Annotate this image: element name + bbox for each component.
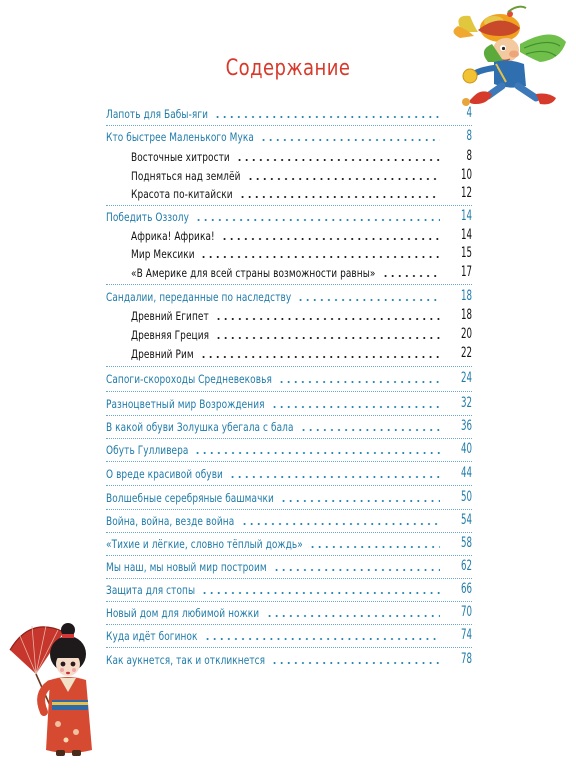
toc-entry-title: Новый дом для любимой ножки bbox=[106, 606, 260, 620]
toc-entry-title: Как аукнется, так и откликнется bbox=[106, 653, 266, 667]
toc-subentry[interactable] bbox=[131, 183, 472, 201]
toc-page-number: 70 bbox=[460, 604, 472, 620]
toc-entry[interactable] bbox=[106, 602, 472, 620]
dot-leader bbox=[271, 662, 440, 664]
toc-entry-title: Сандалии, переданные по наследству bbox=[106, 290, 292, 304]
toc-entry-title: Лапоть для Бабы-яги bbox=[106, 107, 209, 121]
section-separator bbox=[106, 438, 472, 439]
section-separator bbox=[106, 125, 472, 126]
toc-entry[interactable] bbox=[106, 103, 472, 121]
toc-entry[interactable] bbox=[106, 625, 472, 643]
toc-page-number: 36 bbox=[460, 418, 472, 434]
dot-leader bbox=[239, 196, 440, 198]
dot-leader bbox=[229, 476, 440, 478]
section-separator bbox=[106, 366, 472, 367]
toc-entry-title: Мы наш, мы новый мир построим bbox=[106, 560, 267, 574]
toc-page-number: 8 bbox=[466, 148, 472, 164]
section-separator bbox=[106, 532, 472, 533]
dot-leader bbox=[271, 406, 440, 408]
dot-leader bbox=[382, 275, 440, 277]
section-separator bbox=[106, 555, 472, 556]
toc-entry-title: Волшебные серебряные башмачки bbox=[106, 491, 274, 505]
section-separator bbox=[106, 391, 472, 392]
toc-entry[interactable] bbox=[106, 416, 472, 434]
dot-leader bbox=[309, 546, 440, 548]
dot-leader bbox=[195, 219, 440, 221]
dot-leader bbox=[280, 500, 440, 502]
section-separator bbox=[106, 205, 472, 206]
section-separator bbox=[106, 415, 472, 416]
toc-page-number: 18 bbox=[460, 307, 472, 323]
toc-entry[interactable] bbox=[106, 206, 472, 224]
toc-page-number: 78 bbox=[460, 651, 472, 667]
toc-subentry[interactable] bbox=[131, 146, 472, 164]
toc-page-number: 17 bbox=[460, 264, 472, 280]
toc-entry[interactable] bbox=[106, 286, 472, 304]
section-separator bbox=[106, 284, 472, 285]
toc-entry-title: Древняя Греция bbox=[131, 328, 210, 342]
toc-entry[interactable] bbox=[106, 463, 472, 481]
dot-leader bbox=[236, 159, 440, 161]
toc-entry-title: Разноцветный мир Возрождения bbox=[106, 397, 265, 411]
dot-leader bbox=[241, 523, 440, 525]
dot-leader bbox=[200, 356, 440, 358]
toc-entry[interactable] bbox=[106, 393, 472, 411]
toc-subentry[interactable] bbox=[131, 343, 472, 361]
toc-subentry[interactable] bbox=[131, 225, 472, 243]
toc-entry[interactable] bbox=[106, 579, 472, 597]
section-separator bbox=[106, 624, 472, 625]
section-separator bbox=[106, 509, 472, 510]
toc-entry-title: Защита для стопы bbox=[106, 583, 196, 597]
toc-page-number: 62 bbox=[460, 558, 472, 574]
dot-leader bbox=[221, 238, 440, 240]
toc-page-number: 58 bbox=[460, 535, 472, 551]
toc-page-number: 14 bbox=[460, 208, 472, 224]
section-separator bbox=[106, 461, 472, 462]
toc-page-number: 22 bbox=[460, 345, 472, 361]
toc-page-number: 8 bbox=[466, 128, 472, 144]
toc-entry[interactable] bbox=[106, 510, 472, 528]
toc-entry-title: Победить Оззолу bbox=[106, 210, 189, 224]
toc-entry-title: Обуть Гулливера bbox=[106, 443, 189, 457]
dot-leader bbox=[214, 116, 440, 118]
dot-leader bbox=[297, 299, 440, 301]
toc-entry-title: «Тихие и лёгкие, словно тёплый дождь» bbox=[106, 537, 303, 551]
toc-entry-title: Мир Мексики bbox=[131, 247, 195, 261]
toc-page-number: 15 bbox=[460, 245, 472, 261]
toc-page-number: 44 bbox=[460, 465, 472, 481]
section-separator bbox=[106, 578, 472, 579]
toc-page-number: 50 bbox=[460, 489, 472, 505]
dot-leader bbox=[215, 318, 440, 320]
toc-page-number: 18 bbox=[460, 288, 472, 304]
toc-subentry[interactable] bbox=[131, 243, 472, 261]
dot-leader bbox=[204, 638, 440, 640]
toc-entry-title: «В Америке для всей страны возможности равны» bbox=[131, 266, 376, 280]
toc-entry[interactable] bbox=[106, 556, 472, 574]
dot-leader bbox=[247, 178, 440, 180]
dot-leader bbox=[215, 337, 440, 339]
toc-entry-title: Древний Рим bbox=[131, 347, 194, 361]
dot-leader bbox=[266, 615, 441, 617]
toc-subentry[interactable] bbox=[131, 305, 472, 323]
toc-entry-title: Подняться над землёй bbox=[131, 169, 241, 183]
toc-entry-title: Куда идёт богинок bbox=[106, 629, 198, 643]
toc-page-number: 20 bbox=[460, 326, 472, 342]
toc-entry-title: Кто быстрее Маленького Мука bbox=[106, 130, 254, 144]
toc-entry-title: Восточные хитрости bbox=[131, 150, 230, 164]
toc-page-number: 54 bbox=[460, 512, 472, 528]
toc-entry-title: В какой обуви Золушка убегала с бала bbox=[106, 420, 294, 434]
toc-entry-title: Война, война, везде война bbox=[106, 514, 235, 528]
toc-entry[interactable] bbox=[106, 439, 472, 457]
toc-page-number: 24 bbox=[460, 370, 472, 386]
dot-leader bbox=[300, 429, 440, 431]
toc-entry-title: Африка! Африка! bbox=[131, 229, 215, 243]
toc-page-number: 74 bbox=[460, 627, 472, 643]
toc-subentry[interactable] bbox=[131, 262, 472, 280]
section-separator bbox=[106, 601, 472, 602]
section-separator bbox=[106, 485, 472, 486]
toc-page-number: 12 bbox=[460, 185, 472, 201]
toc-page-number: 4 bbox=[466, 105, 472, 121]
toc-page-number: 10 bbox=[460, 167, 472, 183]
toc-page-number: 14 bbox=[460, 227, 472, 243]
toc-entry[interactable] bbox=[106, 487, 472, 505]
section-separator bbox=[106, 647, 472, 648]
dot-leader bbox=[278, 381, 440, 383]
page-title: Содержание bbox=[225, 56, 351, 81]
dot-leader bbox=[201, 592, 440, 594]
toc-entry-title: Сапоги-скороходы Средневековья bbox=[106, 372, 272, 386]
toc-page-number: 40 bbox=[460, 441, 472, 457]
toc-page-number: 66 bbox=[460, 581, 472, 597]
toc-entry[interactable] bbox=[106, 368, 472, 386]
toc-entry[interactable] bbox=[106, 649, 472, 667]
toc-page-number: 32 bbox=[460, 395, 472, 411]
toc-subentry[interactable] bbox=[131, 165, 472, 183]
toc-entry-title: Древний Египет bbox=[131, 309, 209, 323]
dot-leader bbox=[260, 139, 440, 141]
toc-entry[interactable] bbox=[106, 126, 472, 144]
dot-leader bbox=[273, 569, 440, 571]
toc-entry-title: О вреде красивой обуви bbox=[106, 467, 223, 481]
toc-entry[interactable] bbox=[106, 533, 472, 551]
toc-entry-title: Красота по-китайски bbox=[131, 187, 233, 201]
toc-subentry[interactable] bbox=[131, 324, 472, 342]
dot-leader bbox=[200, 256, 440, 258]
dot-leader bbox=[194, 452, 440, 454]
